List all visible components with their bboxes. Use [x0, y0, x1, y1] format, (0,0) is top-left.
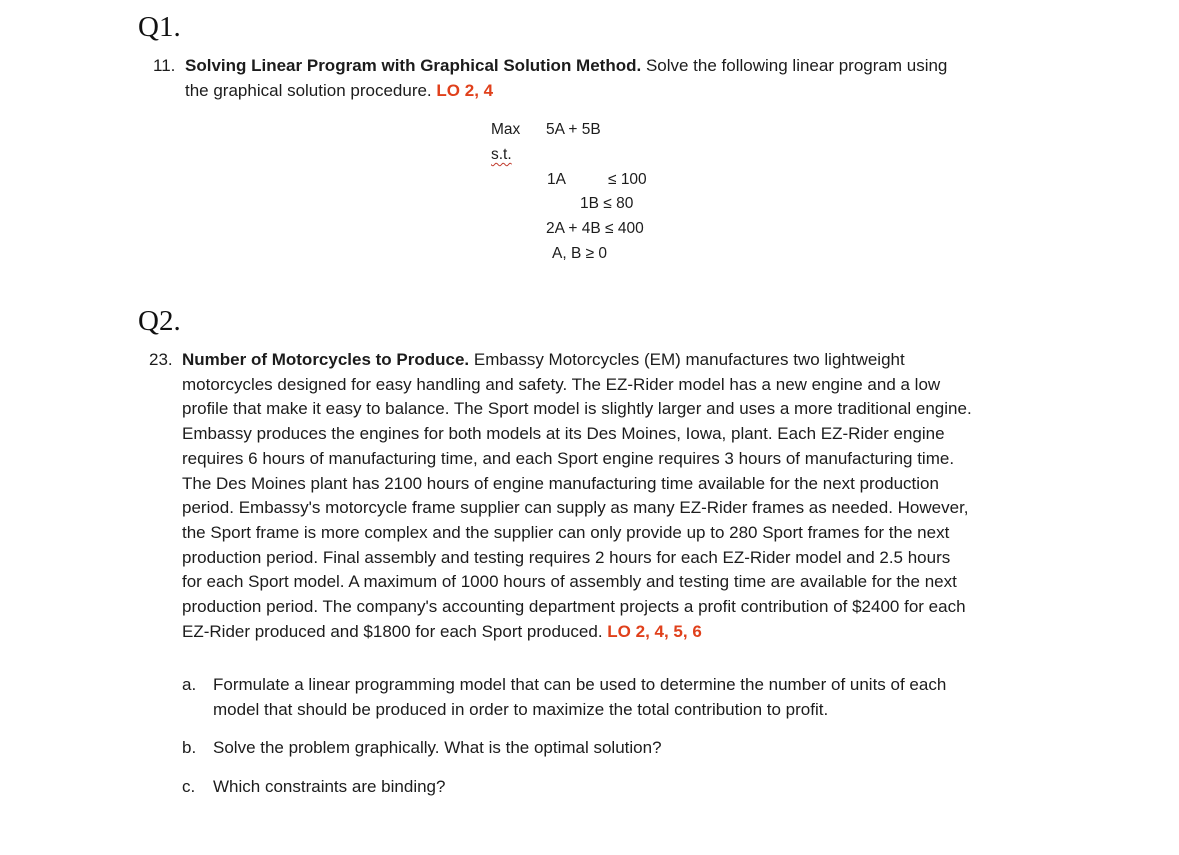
lp-constraint-2: 1B ≤ 80 — [580, 195, 634, 212]
part-a-label: a. — [182, 675, 197, 694]
q1-problem-text: Solve the following linear program using the graphical solution procedure. — [185, 56, 948, 100]
q2-problem-number: 23. — [149, 350, 173, 369]
q1-learning-objectives: LO 2, 4 — [436, 80, 494, 100]
q1-heading: Q1. — [138, 11, 181, 43]
part-c-label: c. — [182, 777, 196, 796]
q1-problem-number: 11. — [153, 56, 176, 75]
lp-constraint-3: 2A + 4B ≤ 400 — [546, 220, 644, 237]
part-c-text: Which constraints are binding? — [213, 777, 446, 796]
q2-learning-objectives: LO 2, 4, 5, 6 — [607, 621, 702, 641]
q2-part-c — [182, 775, 982, 800]
cropped-text-remnant — [138, 0, 918, 2]
q1-problem — [153, 54, 973, 103]
part-b-text: Solve the problem graphically. What is the optimal solution? — [213, 738, 662, 757]
lp-nonnegativity: A, B ≥ 0 — [552, 245, 608, 262]
q2-problem-title: Number of Motorcycles to Produce. — [182, 350, 470, 369]
lp-constraint-1-left: 1A — [547, 171, 566, 188]
q2-part-b — [182, 736, 982, 761]
lp-constraint-1-right: ≤ 100 — [608, 171, 647, 188]
q2-problem-text: Embassy Motorcycles (EM) manufactures two lightweight motorcycles designed for easy handling and safety. The EZ-Rider model has a new engine and a low profile that make it easy to balance. The Sport model is slightly larger and uses a more traditional engine. Embassy produces the engines for both models at its Des Moines, Iowa, plant. Each EZ-Rider engine requires 6 hours of manufacturing time, and each Sport engine requires 3 hours of manufacturing time. The Des Moines plant has 2100 hours of engine manufacturing time available for the next production period. Embassy's motorcycle frame supplier can supply as many EZ-Rider frames as needed. However, the Sport frame is more complex and the supplier can only provide up to 280 Sport frames for the next production period. Final assembly and testing requires 2 hours for each EZ-Rider model and 2.5 hours for each Sport model. A maximum of 1000 hours of assembly and testing time are available for the next production period. The company's accounting department projects a profit contribution of $2400 for each EZ-Rider produced and $1800 for each Sport produced. — [182, 350, 972, 641]
part-b-label: b. — [182, 738, 197, 757]
q1-problem-title: Solving Linear Program with Graphical Solution Method. — [185, 56, 642, 75]
lp-objective: 5A + 5B — [546, 121, 601, 138]
q2-part-a — [182, 673, 982, 722]
lp-objective-label: Max — [491, 121, 521, 138]
q2-problem — [149, 348, 974, 644]
lp-st-label: s.t. — [491, 146, 512, 163]
part-a-text: Formulate a linear programming model that can be used to determine the number of units of each model that should be produced in order to maximize the total contribution to profit. — [213, 675, 947, 719]
q2-heading: Q2. — [138, 305, 181, 337]
